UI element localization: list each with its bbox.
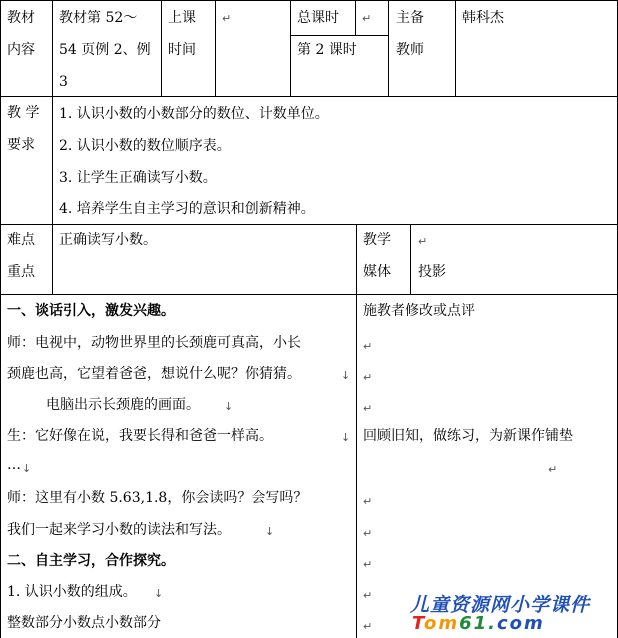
process-line: 师：这里有小数 5.63,1.8，你会读吗？会写吗？ (7, 490, 308, 506)
table-line (355, 0, 356, 35)
process-line: 整数部分小数点小数部分 (7, 615, 161, 631)
return-mark: ↵ (363, 402, 373, 415)
material-value: 3 (59, 74, 68, 90)
requirement-item: 1. 认识小数的小数部分的数位、计数单位。 (59, 106, 329, 122)
return-mark: ↵ (548, 463, 558, 476)
table-line (356, 224, 357, 638)
table-line (215, 0, 216, 96)
note-text: 回顾旧知，做练习，为新课作铺垫 (363, 428, 573, 444)
process-line: 师：电视中，动物世界里的长颈鹿可真高，小长 (7, 335, 301, 351)
return-mark: ↵ (418, 235, 428, 248)
media-label: 教学 (363, 232, 391, 248)
watermark-logo (412, 613, 545, 634)
return-mark: ↵ (363, 527, 373, 540)
watermark-logo-part: com (496, 613, 545, 634)
down-mark: ↓ (341, 431, 351, 444)
difficulty-label: 难点 (7, 232, 35, 248)
media-value: 投影 (418, 264, 446, 280)
return-mark: ↵ (363, 371, 373, 384)
requirement-item: 2. 认识小数的数位顺序表。 (59, 138, 231, 154)
return-mark: ↵ (363, 620, 373, 633)
watermark-logo-part: om (423, 613, 460, 634)
requirement-item: 3. 让学生正确读写小数。 (59, 170, 217, 186)
table-line (0, 96, 618, 97)
preparer-label: 主备 (396, 10, 424, 26)
table-line (0, 0, 1, 638)
section-heading: 二、自主学习，合作探究。 (7, 553, 175, 569)
total-hours-label: 总课时 (297, 10, 339, 26)
watermark-logo-part: 61. (459, 613, 497, 634)
material-value: 教材第 52～ (59, 10, 138, 26)
process-line: 电脑出示长颈鹿的画面。 (46, 397, 200, 413)
table-line (455, 0, 456, 96)
down-mark: ↓ (22, 462, 32, 475)
media-label: 媒体 (363, 264, 391, 280)
requirements-label: 要求 (7, 137, 35, 153)
down-mark: ↓ (154, 587, 164, 600)
material-label: 内容 (7, 42, 35, 58)
difficulty-label: 重点 (7, 264, 35, 280)
return-mark: ↵ (363, 558, 373, 571)
section-heading: 一、谈话引入，激发兴趣。 (7, 303, 175, 319)
table-line (290, 0, 291, 96)
return-mark: ↵ (363, 589, 373, 602)
requirements-label: 教 学 (7, 105, 40, 121)
table-line (410, 224, 411, 294)
down-mark: ↓ (224, 400, 234, 413)
table-line (0, 224, 618, 225)
table-line (0, 294, 618, 295)
material-value: 54 页例 2、例 (59, 42, 151, 58)
down-mark: ↓ (265, 525, 275, 538)
material-label: 教材 (7, 10, 35, 26)
return-mark: ↵ (363, 495, 373, 508)
table-line (52, 0, 53, 294)
table-line (161, 0, 162, 96)
down-mark: ↓ (341, 369, 351, 382)
return-mark: ↵ (362, 12, 372, 25)
difficulty-value: 正确读写小数。 (59, 232, 157, 248)
class-date-label: 上课 (168, 10, 196, 26)
notes-header: 施教者修改或点评 (363, 303, 475, 319)
preparer-name: 韩科杰 (462, 10, 504, 26)
process-line: 1. 认识小数的组成。 (7, 584, 137, 600)
table-line (290, 35, 388, 36)
process-line: 我们一起来学习小数的读法和写法。 (7, 522, 231, 538)
preparer-label: 教师 (396, 42, 424, 58)
table-line (388, 0, 389, 96)
watermark-logo-part: T (412, 613, 424, 634)
return-mark: ↵ (363, 340, 373, 353)
process-line: … (7, 457, 21, 473)
watermark-text: 儿童资源网小学课件 (410, 594, 591, 616)
return-mark: ↵ (222, 12, 232, 25)
process-line: 颈鹿也高，它望着爸爸，想说什么呢？你猜猜。 (7, 366, 301, 382)
requirement-item: 4. 培养学生自主学习的意识和创新精神。 (59, 201, 315, 217)
process-line: 生：它好像在说，我要长得和爸爸一样高。 (7, 428, 273, 444)
table-line (0, 0, 618, 1)
class-date-label: 时间 (168, 42, 196, 58)
lesson-number: 第 2 课时 (297, 42, 357, 58)
